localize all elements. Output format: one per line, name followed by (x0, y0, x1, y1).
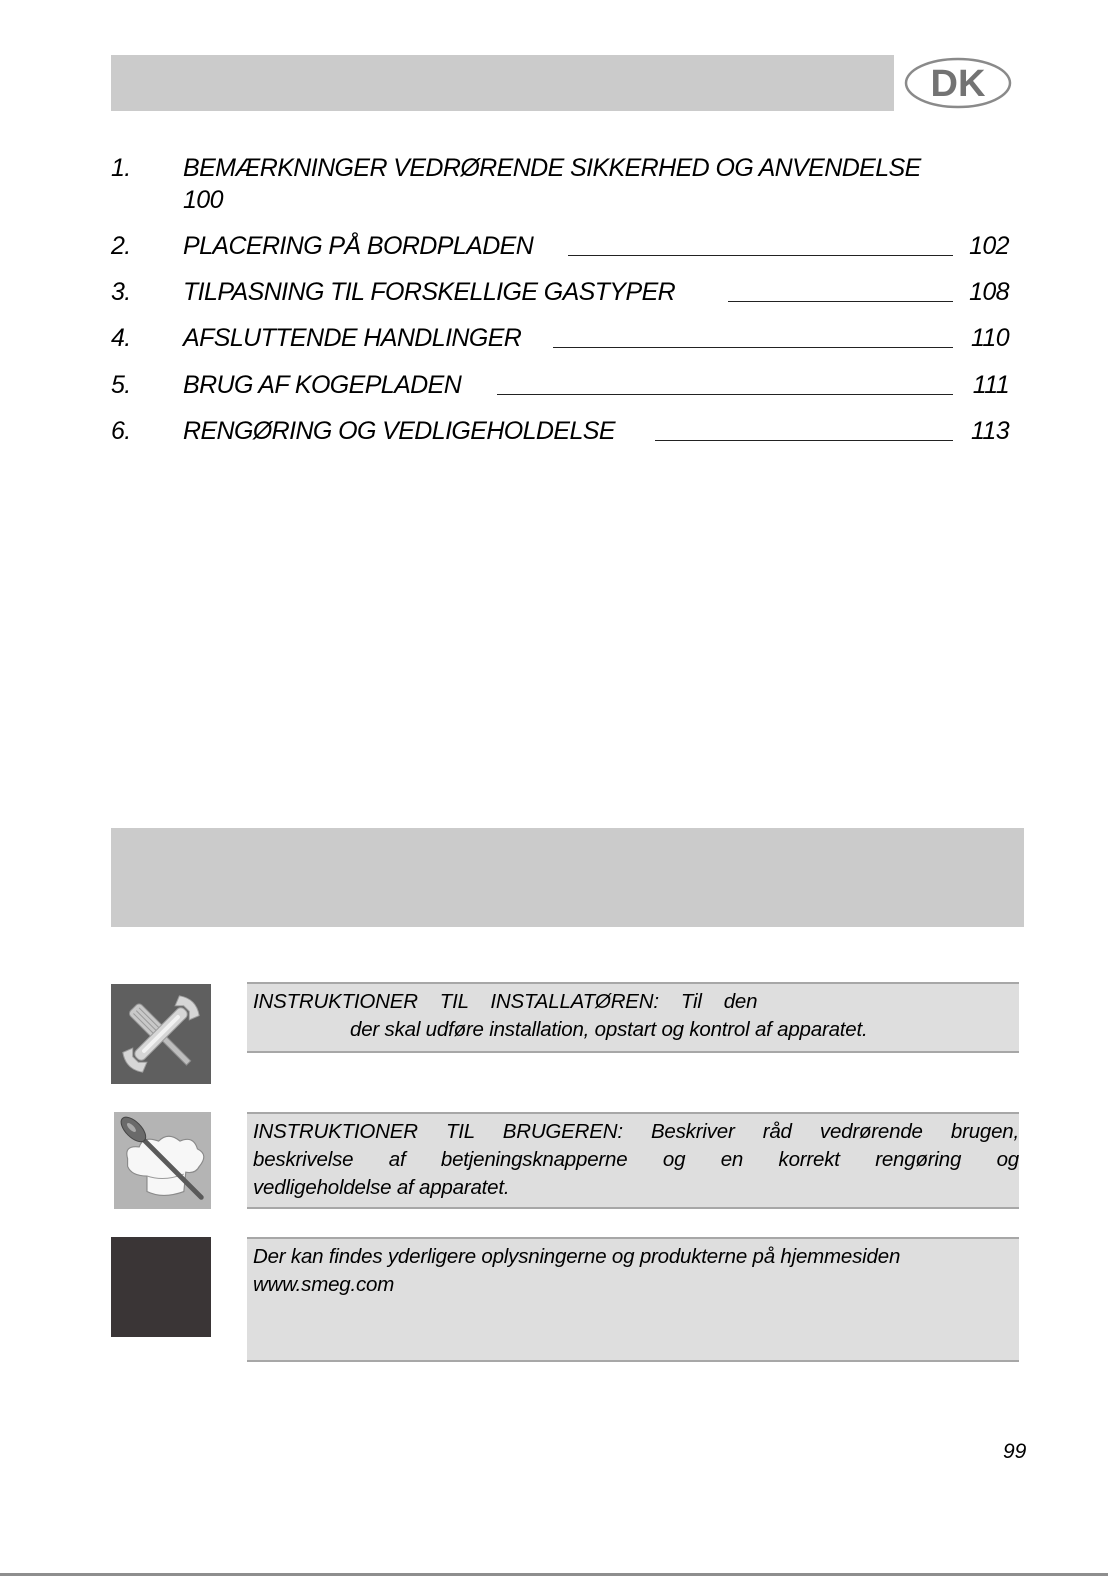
toc-entry-title: PLACERING PÅ BORDPLADEN (183, 232, 534, 260)
section-band (111, 828, 1024, 927)
page-number: 99 (1003, 1440, 1027, 1463)
installer-note-line: der skal udføre installation, opstart og kontrol af apparatet. (350, 1018, 868, 1041)
installer-instructions-note (247, 982, 1019, 1053)
user-icon-box (114, 1112, 211, 1209)
country-badge (904, 56, 1012, 110)
toc-entry-title: RENGØRING OG VEDLIGEHOLDELSE (183, 417, 615, 445)
toc-leader-line (497, 369, 953, 401)
website-info-note (247, 1237, 1019, 1362)
toc-leader-line (553, 322, 953, 354)
toc-entry[interactable] (111, 415, 1011, 447)
wrench-screwdriver-icon (111, 984, 211, 1084)
toc-entry-number: 3. (111, 278, 131, 306)
toc-entry[interactable] (111, 322, 1011, 354)
user-note-line: vedligeholdelse af apparatet. (253, 1176, 510, 1199)
toc-entry-title: BRUG AF KOGEPLADEN (183, 371, 462, 399)
toc-entry-number: 1. (111, 154, 131, 182)
user-note-line: beskrivelse af betjeningsknapperne og en korrekt rengøring og (253, 1148, 1019, 1171)
dark-square-icon (111, 1237, 211, 1337)
toc-entry-page: 110 (970, 324, 1009, 352)
installer-note-line: INSTRUKTIONER TIL INSTALLATØREN: Til den (253, 990, 758, 1013)
dk-badge-icon (904, 56, 1012, 110)
toc-entry[interactable] (111, 276, 1011, 308)
toc-entry-page: 100 (183, 186, 223, 214)
toc-entry-number: 4. (111, 324, 131, 352)
toc-entry-page: 108 (969, 278, 1009, 306)
toc-entry[interactable] (111, 230, 1011, 262)
user-instructions-note (247, 1112, 1019, 1209)
toc-entry-page: 111 (972, 371, 1009, 399)
spoon-chef-hat-icon (114, 1112, 211, 1209)
website-link[interactable]: www.smeg.com (253, 1273, 395, 1296)
toc-entry[interactable] (111, 369, 1011, 401)
toc-entry-page: 113 (970, 417, 1009, 445)
web-note-line: Der kan findes yderligere oplysningerne og produkterne på hjemmesiden (253, 1245, 901, 1268)
header-band (111, 55, 894, 111)
toc-leader-line (728, 276, 953, 308)
toc-entry-page: 102 (969, 232, 1009, 260)
toc-entry-number: 6. (111, 417, 131, 445)
toc-leader-line (568, 230, 953, 262)
toc-leader-line (655, 415, 953, 447)
installer-icon-box (111, 984, 211, 1084)
toc-entry-title: AFSLUTTENDE HANDLINGER (183, 324, 522, 352)
toc-entry-number: 2. (111, 232, 131, 260)
toc-entry-title: TILPASNING TIL FORSKELLIGE GASTYPER (183, 278, 676, 306)
toc-entry-title: BEMÆRKNINGER VEDRØRENDE SIKKERHED OG ANVENDELSE (183, 154, 921, 182)
web-icon-box (111, 1237, 211, 1337)
country-badge-text: DK (930, 63, 986, 105)
user-note-line: INSTRUKTIONER TIL BRUGEREN: Beskriver råd vedrørende brugen, (253, 1120, 1019, 1143)
toc-entry-number: 5. (111, 371, 131, 399)
toc-entry[interactable] (111, 152, 1011, 214)
